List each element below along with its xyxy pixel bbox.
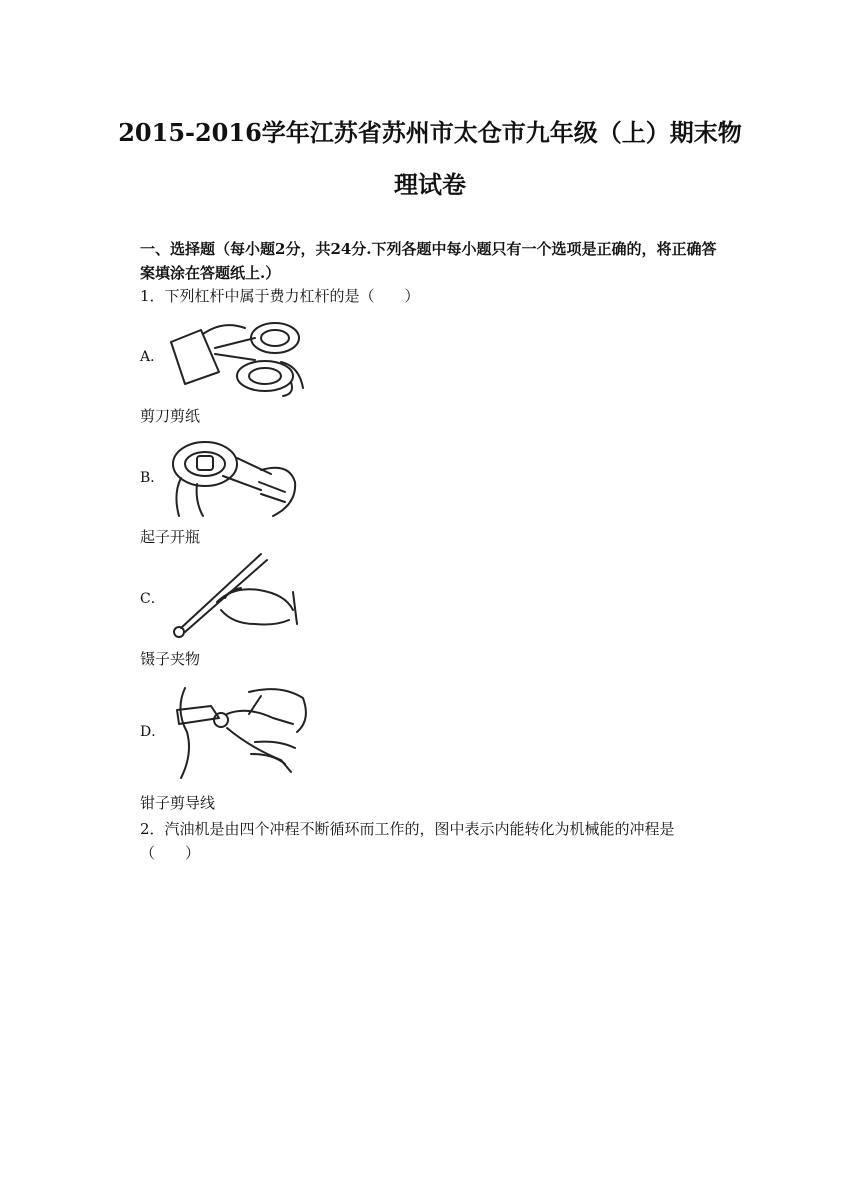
document-title-line2: 理试卷 bbox=[394, 170, 466, 199]
section-heading: 一、选择题（每小题2分，共24分.下列各题中每小题只有一个选项是正确的，将正确答案填涂在答题纸上.） bbox=[140, 240, 717, 282]
tweezers-icon bbox=[163, 550, 298, 642]
option-d-letter: D． bbox=[140, 724, 166, 740]
option-a-caption: 剪刀剪纸 bbox=[140, 407, 201, 425]
option-a-letter: A． bbox=[140, 349, 165, 365]
option-b-caption: 起子开瓶 bbox=[140, 528, 201, 546]
question-2-stem-continued: （ ） bbox=[140, 844, 201, 862]
question-2-stem: 2．汽油机是由四个冲程不断循环而工作的，图中表示内能转化为机械能的冲程是 bbox=[140, 820, 675, 838]
scissors-cutting-paper-icon bbox=[163, 312, 308, 398]
option-c-caption: 镊子夹物 bbox=[140, 650, 201, 668]
option-b-letter: B． bbox=[140, 470, 165, 486]
option-d-caption: 钳子剪导线 bbox=[140, 794, 216, 812]
document-title-line1: 2015-2016学年江苏省苏州市太仓市九年级（上）期末物 bbox=[118, 118, 742, 147]
option-c-letter: C． bbox=[140, 591, 165, 607]
question-1-stem: 1．下列杠杆中属于费力杠杆的是（ ） bbox=[140, 287, 420, 305]
pliers-cutting-wire-icon bbox=[163, 684, 313, 782]
bottle-opener-icon bbox=[163, 432, 298, 520]
